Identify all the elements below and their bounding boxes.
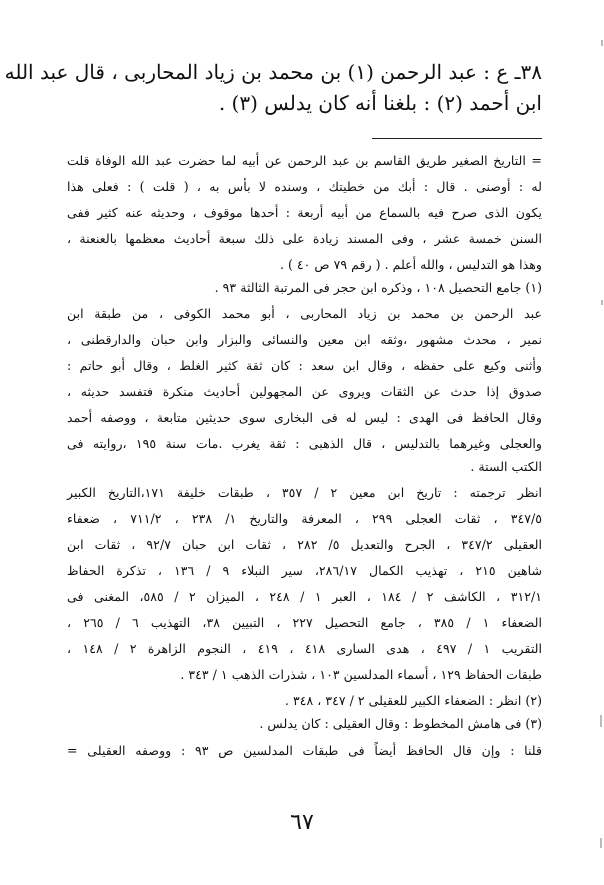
footnote-line-15: ٣٤٧/٥ ، ثقات العجلى ٢٩٩ ، المعرفة والتاريخ ١/ ٢٣٨ ، ٧١١/٢ ، ضعفاء — [67, 511, 542, 526]
entry-line-2: ابن أحمد (٢) : بلغنا أنه كان يدلس (٣) . — [218, 91, 542, 115]
footnote-line-23: (٣) فى هامش المخطوط : وقال العقيلى : كان يدلس . — [259, 716, 542, 731]
scan-mark — [601, 300, 603, 305]
footnote-line-11: وقال الحافظ فى الهدى : ليس له فى البخارى سوى حديثين متابعة ، ووصفه أحمد — [67, 410, 542, 425]
footnote-line-9: وأثنى وكيع على حفظه ، وقال ابن سعد : كان ثقة كثير الغلط ، وقال أبو حاتم : — [67, 358, 542, 373]
footnote-line-22: (٢) انظر : الضعفاء الكبير للعقيلى ٢ / ٣٤٧ ، ٣٤٨ . — [284, 693, 542, 708]
footnote-line-20: التقريب ١ / ٤٩٧ ، هدى السارى ٤١٨ ، ٤١٩ ، النجوم الزاهرة ٢ / ١٤٨ ، — [67, 641, 542, 656]
footnote-line-3: يكون الذى صرح فيه بالسماع من أبيه أربعة : أحدها موقوف ، وحديثه عنه كثير ففى — [67, 205, 542, 220]
footnote-line-1: = التاريخ الصغير طريق القاسم بن عبد الرحمن عن أبيه لما حضرت عبد الله الوفاة قلت — [67, 153, 542, 168]
footnote-line-10: صدوق إذا حدث عن الثقات ويروى عن المجهولين أحاديث منكرة فتفسد حديثه ، — [67, 384, 542, 399]
scan-mark — [601, 40, 603, 46]
footnote-line-7: عبد الرحمن بن محمد بن زياد المحاربى ، أبو محمد الكوفى ، من طبقة ابن — [67, 306, 542, 321]
footnote-line-19: الضعفاء ١ / ٣٨٥ ، جامع التحصيل ٢٢٧ ، التبيين ٣٨، التهذيب ٦ / ٢٦٥ ، — [67, 615, 543, 630]
footnote-line-13: الكتب الستة . — [470, 459, 542, 474]
entry-line-1: ٣٨ـ ع : عبد الرحمن (١) بن محمد بن زياد المحاربى ، قال عبد الله — [4, 60, 542, 84]
footnote-line-5: وهذا هو التدليس ، والله أعلم . ( رقم ٧٩ ص ٤٠ ) . — [279, 257, 542, 272]
page-number: ٦٧ — [290, 810, 314, 835]
footnote-line-16: العقيلى ٣٤٧/٢ ، الجرح والتعديل ٥/ ٢٨٢ ، ثقات ابن حبان ٩٢/٧ ، ثقات ابن — [67, 537, 542, 552]
footnote-line-18: ٣١٢/١ ، الكاشف ٢ / ١٨٤ ، العبر ١ / ٢٤٨ ، الميزان ٢ / ٥٨٥، المغنى فى — [67, 589, 543, 604]
footnote-line-24: قلنا : وإن قال الحافظ أيضاً فى طبقات المدلسين ص ٩٣ : ووصفه العقيلى = — [67, 743, 542, 758]
footnote-line-21: طبقات الحفاظ ١٢٩ ، أسماء المدلسين ١٠٣ ، شذرات الذهب ١ / ٣٤٣ . — [180, 667, 542, 682]
footnote-line-2: له : أوصنى . قال : أبك من خطيتك ، وسنده لا بأس به ، ( قلت ) : فعلى هذا — [67, 179, 542, 194]
footnote-line-14: انظر ترجمته : تاريخ ابن معين ٢ / ٣٥٧ ، طبقات خليفة ١٧١،التاريخ الكبير — [67, 485, 542, 500]
scan-mark — [600, 715, 602, 727]
footnote-separator — [372, 138, 542, 139]
footnote-line-4: السنن خمسة عشر ، وفى المسند زيادة على ذلك سبعة أحاديث معظمها بالعنعنة ، — [67, 231, 542, 246]
footnote-line-12: والعجلى وغيرهما بالتدليس ، قال الذهبى : ثقة يغرب .مات سنة ١٩٥ ،روايته فى — [67, 436, 542, 451]
footnote-line-6: (١) جامع التحصيل ١٠٨ ، وذكره ابن حجر فى المرتبة الثالثة ٩٣ . — [214, 280, 542, 295]
footnote-line-17: شاهين ٢١٥ ، تهذيب الكمال ٢٨٦/١٧، سير النبلاء ٩ / ١٣٦ ، تذكرة الحفاظ — [67, 563, 543, 578]
scan-mark — [600, 838, 602, 848]
footnote-line-8: نمير ، محدث مشهور ،وثقه ابن معين والنسائى والبزار وابن حبان والدارقطنى ، — [67, 332, 542, 347]
